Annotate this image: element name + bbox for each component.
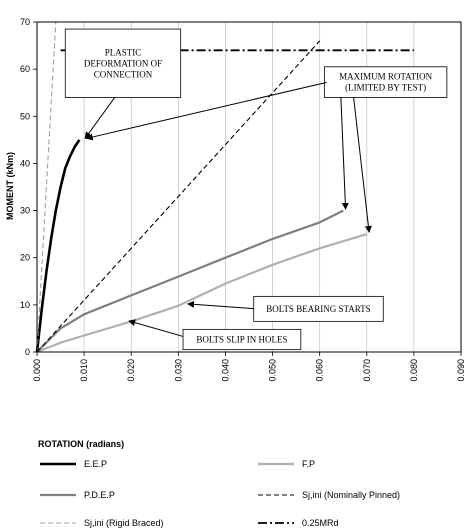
callout-text-maxrot: (LIMITED BY TEST) [345, 82, 427, 93]
y-tick-label: 30 [19, 205, 30, 216]
y-tick-label: 20 [19, 252, 30, 263]
x-tick-label: 0.080 [408, 359, 419, 382]
legend-label: E.E.P [84, 459, 108, 469]
y-tick-label: 10 [19, 299, 30, 310]
x-tick-label: 0.060 [314, 359, 325, 382]
callout-arrow-bearing [188, 304, 254, 309]
y-tick-label: 40 [19, 158, 30, 169]
series-line-sj-ini-rigid-braced [37, 22, 56, 352]
x-tick-label: 0.040 [220, 359, 231, 382]
y-axis-title: MOMENT (kNm) [5, 152, 15, 220]
callout-text-maxrot: MAXIMUM ROTATION [339, 71, 433, 82]
legend-label: Sj,ini (Rigid Braced) [84, 518, 164, 528]
x-tick-label: 0.090 [456, 359, 466, 382]
y-tick-label: 70 [19, 17, 30, 27]
callout-arrow-maxrot [341, 97, 346, 209]
legend-label: P.D.E.P [84, 490, 115, 500]
legend [40, 459, 400, 528]
callout-text-plastic: PLASTIC [104, 47, 142, 58]
legend-label: 0.25MRd [302, 518, 339, 528]
x-axis-title: ROTATION (radians) [38, 439, 125, 449]
x-tick-label: 0.000 [32, 359, 42, 382]
x-tick-label: 0.050 [267, 359, 278, 382]
callout-text-bearing: BOLTS BEARING STARTS [266, 303, 371, 314]
callout-arrow-plastic [85, 97, 115, 138]
x-tick-label: 0.030 [173, 359, 184, 382]
annotation-layer [65, 29, 447, 350]
y-tick-label: 60 [19, 64, 30, 75]
callout-text-plastic: DEFORMATION OF [83, 58, 163, 69]
legend-label: F.P [302, 459, 316, 469]
x-tick-label: 0.070 [361, 359, 372, 382]
x-tick-label: 0.020 [126, 359, 137, 382]
y-tick-label: 0 [24, 347, 30, 357]
callout-text-plastic: CONNECTION [93, 69, 153, 80]
legend-label: Sj,ini (Nominally Pinned) [302, 490, 401, 500]
callout-arrow-slip [129, 321, 183, 337]
y-tick-label: 50 [19, 111, 30, 122]
callout-text-slip: BOLTS SLIP IN HOLES [196, 334, 288, 345]
x-tick-label: 0.010 [79, 359, 90, 382]
